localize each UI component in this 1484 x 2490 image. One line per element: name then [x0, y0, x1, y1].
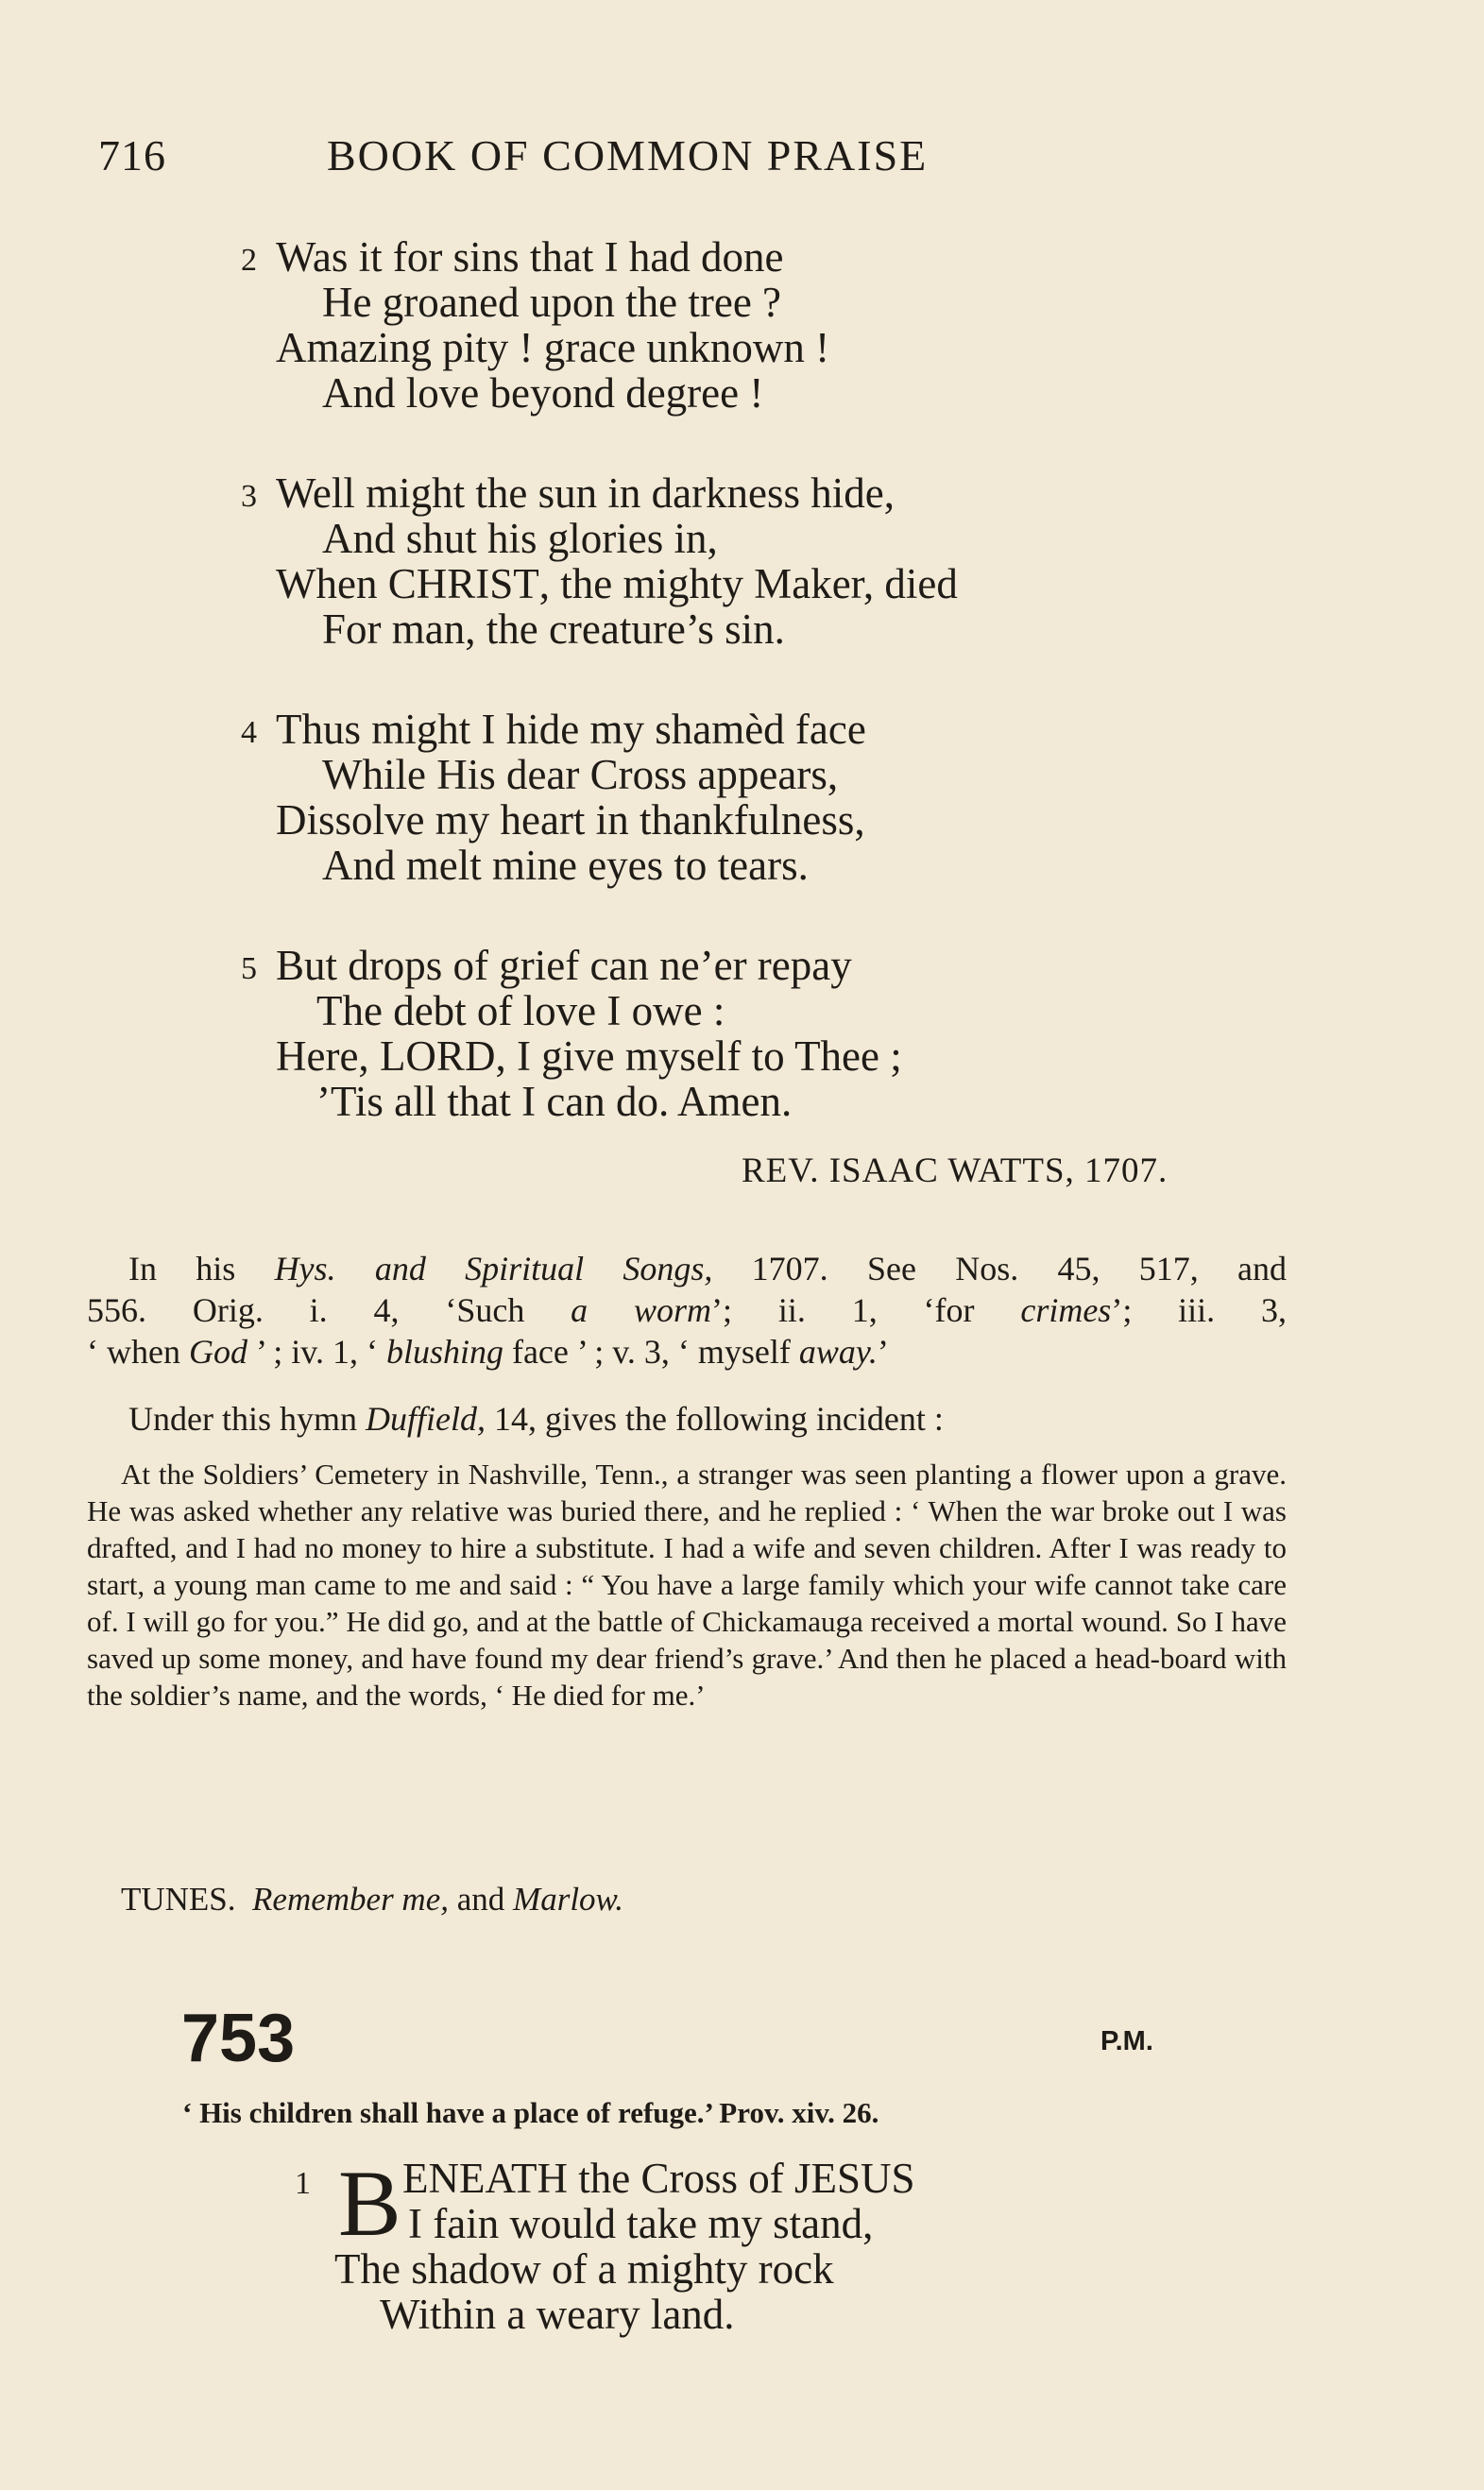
scripture-epigraph: ‘ His children shall have a place of refuge.’ Prov. xiv. 26. [182, 2096, 879, 2129]
page-number: 716 [98, 131, 166, 179]
verse-line: He groaned upon the tree ? [322, 279, 782, 326]
verse-line: Was it for sins that I had done [276, 233, 784, 281]
verse-number: 3 [241, 479, 257, 514]
author-attribution: REV. ISAAC WATTS, 1707. [742, 1151, 1168, 1190]
verse-line: Here, LORD, I give myself to Thee ; [276, 1032, 902, 1080]
hymn-meter: P.M. [1100, 2026, 1153, 2056]
note-line: ‘ when God ’ ; iv. 1, ‘ blushing face ’ ; v. 3, ‘ myself away.’ [87, 1333, 889, 1371]
tunes-line: TUNES. Remember me, and Marlow. [121, 1881, 624, 1918]
note-line: 556. Orig. i. 4, ‘Such a worm’; ii. 1, ‘for crimes’; iii. 3, [87, 1291, 1287, 1329]
christ-name: CHRIST [387, 560, 539, 607]
verse-number: 2 [241, 243, 257, 278]
verse-line: Amazing pity ! grace unknown ! [276, 324, 830, 371]
verse-line: And melt mine eyes to tears. [322, 842, 809, 889]
verse-line: Thus might I hide my shamèd face [276, 706, 866, 753]
verse-line: And shut his glories in, [322, 515, 718, 562]
jesus-name: JESUS [793, 2155, 915, 2202]
verse-line: And love beyond degree ! [322, 369, 764, 417]
verse-number: 1 [295, 2166, 311, 2201]
verse-line: ENEATH the Cross of JESUS [402, 2155, 915, 2202]
drop-cap: B [338, 2151, 401, 2256]
verse-line: The shadow of a mighty rock [334, 2245, 834, 2293]
verse-line: When CHRIST, the mighty Maker, died [276, 560, 958, 607]
verse-number: 4 [241, 715, 257, 750]
verse-line: The debt of love I owe : [316, 987, 725, 1034]
verse-line: While His dear Cross appears, [322, 751, 839, 798]
tune-name: Marlow. [513, 1881, 624, 1918]
verse-line: I fain would take my stand, [408, 2200, 874, 2247]
note-line: In his Hys. and Spiritual Songs, 1707. See Nos. 45, 517, and [128, 1250, 1288, 1288]
hymn-number: 753 [181, 2001, 296, 2076]
incident-intro: Under this hymn Duffield, 14, gives the following incident : [128, 1400, 944, 1438]
verse-line: ’Tis all that I can do. Amen. [316, 1078, 793, 1125]
verse-line: Within a weary land. [380, 2291, 735, 2338]
tune-name: Remember me, [252, 1881, 449, 1918]
incident-text: At the Soldiers’ Cemetery in Nashville, Tenn., a stranger was seen planting a flower upon a grave. He was asked whether any relative was buried there, and he replied : ‘ When the war broke out I was drafted, and I had no money to hire a substitute. I had a wife and seven children. After I was ready to start, a young man came to me and said : “ You have a large family which your wife cannot take care of. I will go for you.” He did go, and at the battle of Chickamauga received a mortal wound. So I have saved up some money, and have found my dear friend’s grave.’ And then he placed a head-board with the soldier’s name, and the words, ‘ He died for me.’ [87, 1458, 1287, 1712]
hymn-note [87, 1248, 1287, 1373]
verse-line: For man, the creature’s sin. [322, 605, 785, 653]
verse-number: 5 [241, 951, 257, 986]
verse-line: Well might the sun in darkness hide, [276, 469, 896, 517]
lord-name: LORD [379, 1032, 496, 1080]
running-title: BOOK OF COMMON PRAISE [327, 131, 929, 179]
tunes-label: TUNES. [121, 1881, 236, 1918]
verse-line: Dissolve my heart in thankfulness, [276, 796, 865, 844]
verse-line: But drops of grief can ne’er repay [276, 942, 852, 989]
